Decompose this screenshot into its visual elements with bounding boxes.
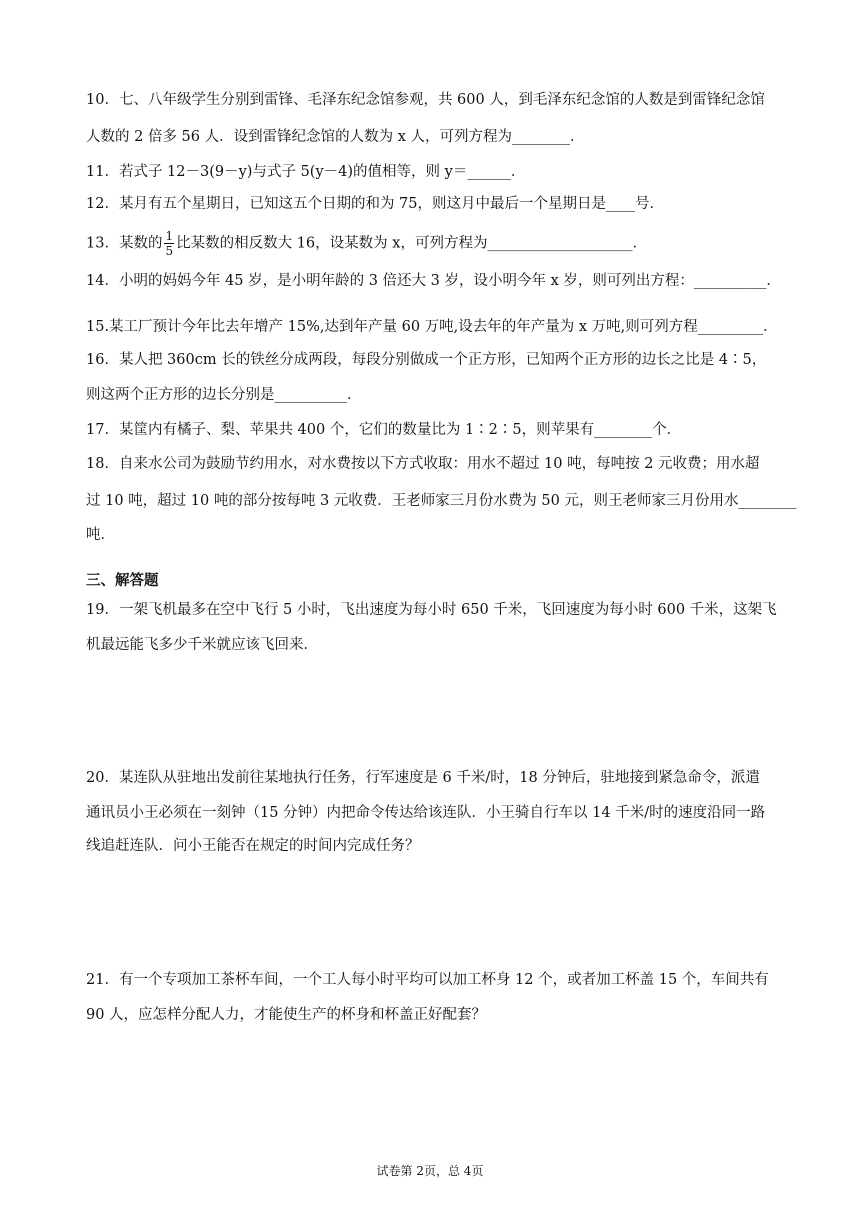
q13-prefix: 13．某数的 (86, 235, 163, 252)
section-heading: 三、解答题 (86, 572, 159, 589)
q13-suffix: 比某数的相反数大 16，设某数为 x，可列方程为____________________． (176, 235, 647, 252)
q11-text: 11．若式子 12－3(9－y)与式子 5(y－4)的值相等，则 y＝______． (86, 164, 526, 180)
q10-line2: 人数的 2 倍多 56 人．设到雷锋纪念馆的人数为 x 人，可列方程为________． (86, 129, 585, 145)
q17-text: 17．某筐内有橘子、梨、苹果共 400 个，它们的数量比为 1∶2∶5，则苹果有________个． (86, 422, 682, 438)
q18-line2: 过 10 吨，超过 10 吨的部分按每吨 3 元收费．王老师家三月份水费为 50 元，则王老师家三月份用水________ (86, 493, 797, 509)
q12-text: 12．某月有五个星期日，已知这五个日期的和为 75，则这月中最后一个星期日是____号． (86, 196, 665, 212)
q13-text (86, 229, 647, 258)
q15-text: 15.某工厂预计今年比去年增产 15%,达到年产量 60 万吨,设去年的年产量为 x 万吨,则可列方程_________． (86, 319, 778, 335)
q21-line2: 90 人，应怎样分配人力，才能使生产的杯身和杯盖正好配套？ (86, 1007, 487, 1023)
q21-line1: 21．有一个专项加工茶杯车间，一个工人每小时平均可以加工杯身 12 个，或者加工杯盖 15 个，车间共有 (86, 972, 769, 988)
q20-line1: 20．某连队从驻地出发前往某地执行任务，行军速度是 6 千米/时，18 分钟后，驻地接到紧急命令，派遣 (86, 770, 760, 786)
fraction-one-fifth (164, 229, 174, 258)
q18-line3: 吨． (86, 527, 115, 543)
page-footer: 试卷第 2页，总 4页 (376, 1164, 484, 1178)
fraction-denominator: 5 (165, 244, 174, 258)
q20-line2: 通讯员小王必须在一刻钟（15 分钟）内把命令传达给该连队．小王骑自行车以 14 千米/时的速度沿同一路 (86, 805, 766, 821)
q18-line1: 18．自来水公司为鼓励节约用水，对水费按以下方式收取：用水不超过 10 吨，每吨按 2 元收费；用水超 (86, 456, 760, 472)
q16-line2: 则这两个正方形的边长分别是__________． (86, 387, 362, 403)
q20-line3: 线追赶连队．问小王能否在规定的时间内完成任务？ (86, 838, 420, 854)
fraction-numerator: 1 (165, 229, 174, 243)
q14-text: 14．小明的妈妈今年 45 岁，是小明年龄的 3 倍还大 3 岁，设小明今年 x 岁，则可列出方程：__________． (86, 273, 781, 289)
q19-line2: 机最远能飞多少千米就应该飞回来． (86, 637, 318, 653)
q10-line1: 10．七、八年级学生分别到雷锋、毛泽东纪念馆参观，共 600 人，到毛泽东纪念馆的人数是到雷锋纪念馆 (86, 92, 765, 108)
q19-line1: 19．一架飞机最多在空中飞行 5 小时，飞出速度为每小时 650 千米，飞回速度为每小时 600 千米，这架飞 (86, 602, 777, 618)
q16-line1: 16．某人把 360cm 长的铁丝分成两段，每段分别做成一个正方形，已知两个正方形的边长之比是 4∶5， (86, 352, 767, 368)
